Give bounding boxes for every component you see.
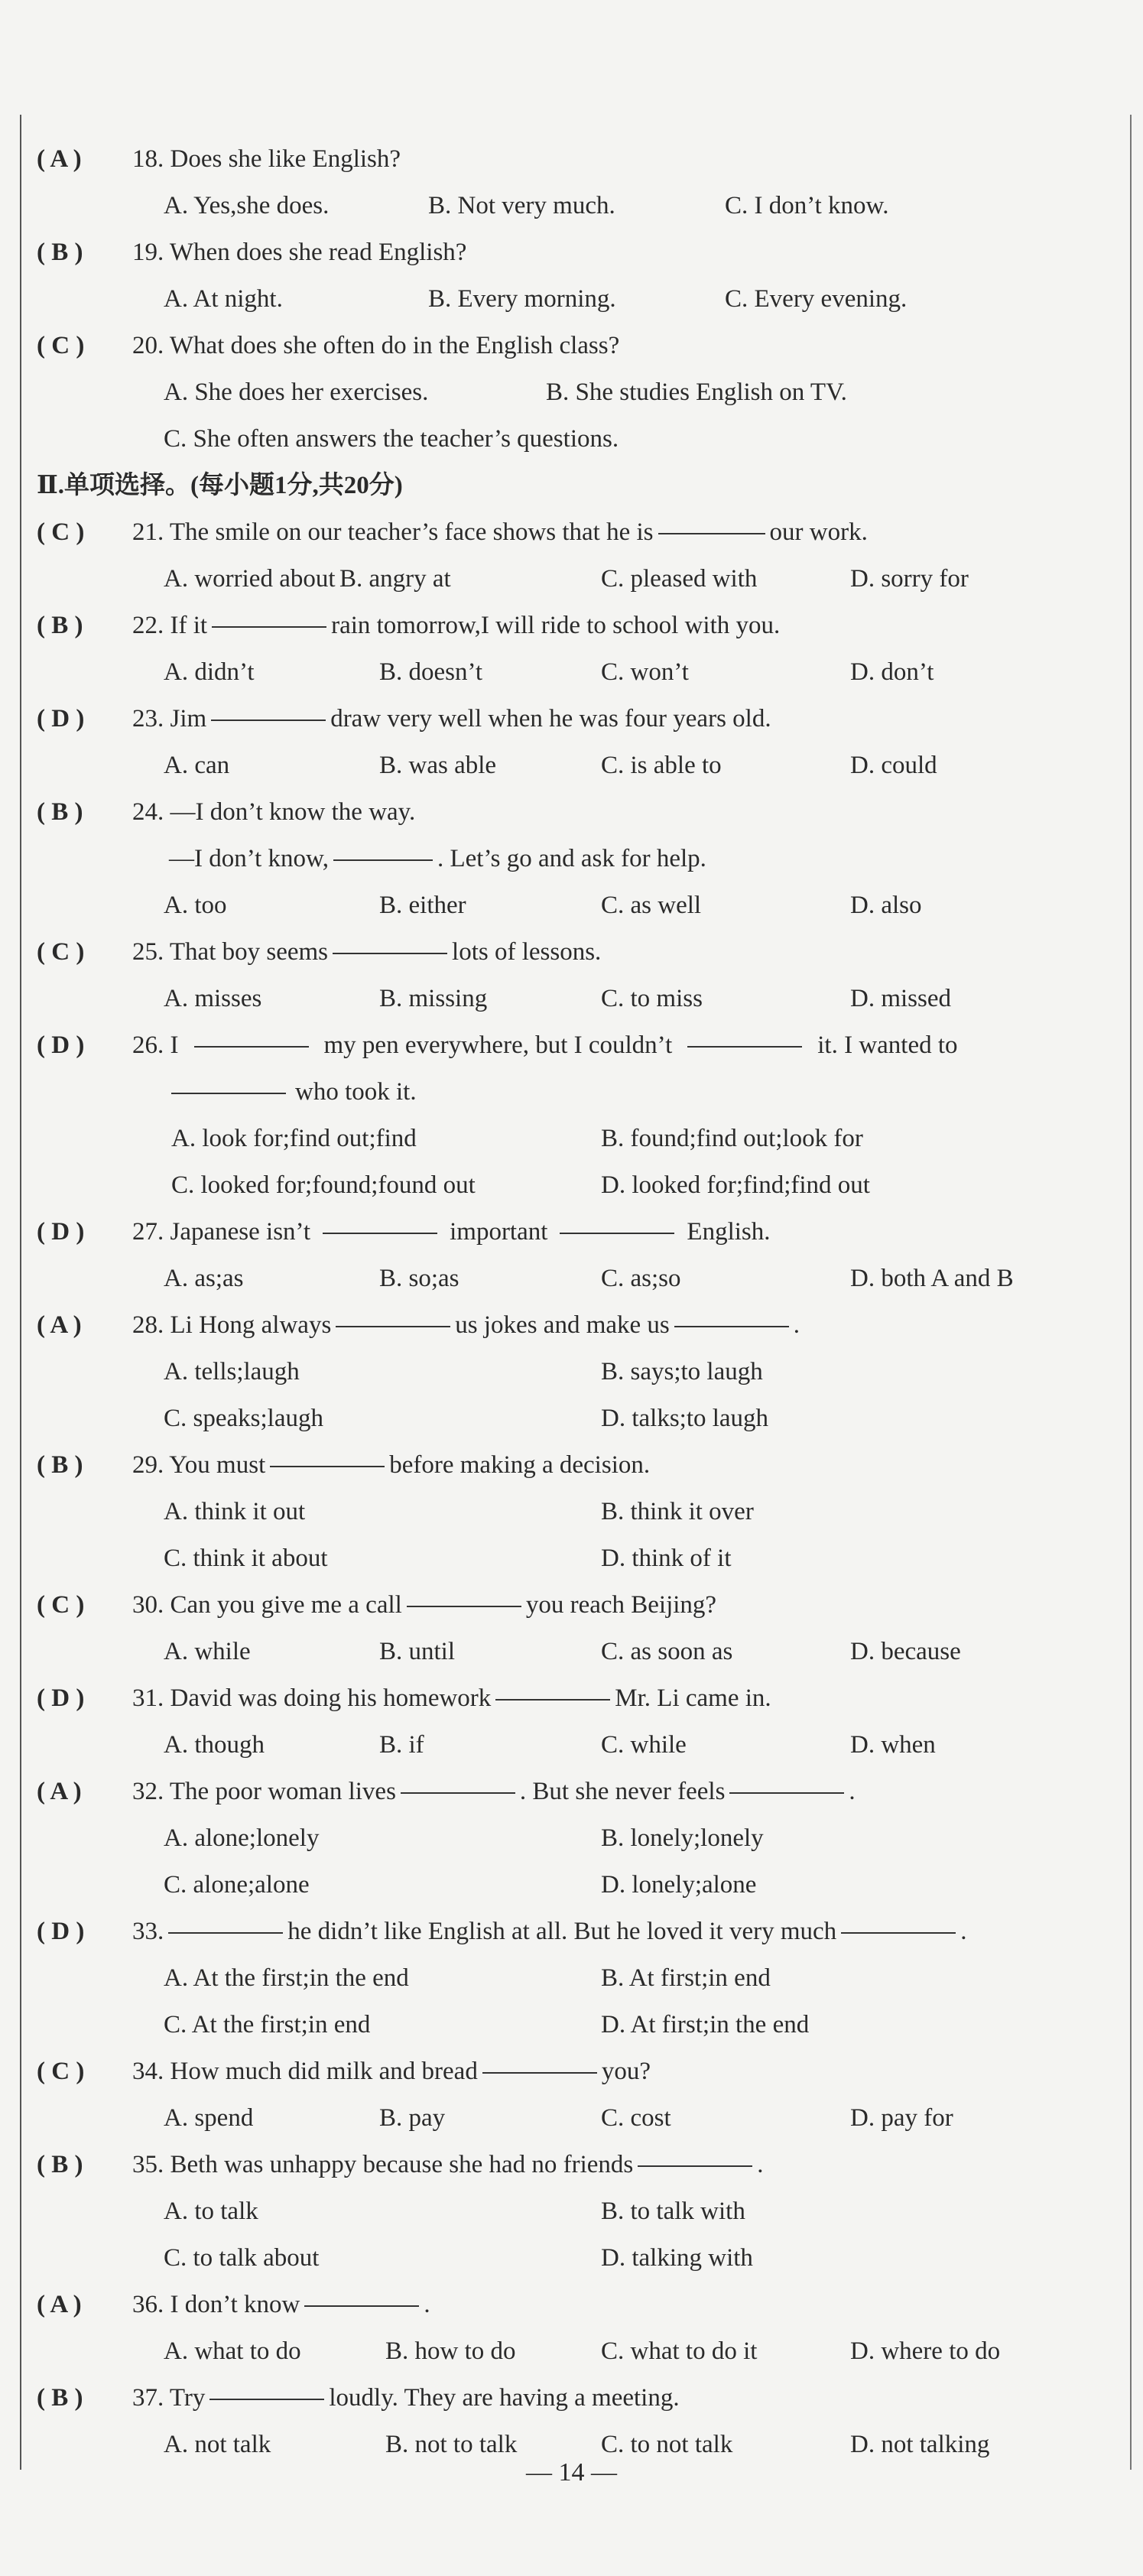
dialogue-reply: —I don’t know, <box>169 845 329 872</box>
option-d: D. lonely;alone <box>601 1871 757 1899</box>
options-row <box>37 556 1122 603</box>
answer-blank <box>211 720 326 721</box>
option-a: A. spend <box>164 2104 254 2132</box>
answer-mark: ( D ) <box>37 1031 85 1059</box>
question-36 <box>37 2282 1122 2375</box>
option-d: D. think of it <box>601 1545 732 1572</box>
option-a: A. At the first;in the end <box>164 1964 409 1992</box>
option-c: C. She often answers the teacher’s questions. <box>164 425 619 453</box>
question-35 <box>37 2142 1122 2282</box>
option-c: C. to miss <box>601 985 703 1012</box>
question-stem: 33. <box>132 1918 164 1945</box>
question-28 <box>37 1302 1122 1442</box>
option-a: A. She does her exercises. <box>164 378 429 406</box>
option-d: D. pay for <box>850 2104 953 2132</box>
option-d: D. could <box>850 752 937 779</box>
option-b: B. not to talk <box>385 2431 518 2458</box>
option-b: B. think it over <box>601 1498 754 1525</box>
option-c: C. alone;alone <box>164 1871 310 1899</box>
answer-blank <box>270 1466 385 1467</box>
option-a: A. while <box>164 1638 251 1665</box>
question-33 <box>37 1908 1122 2048</box>
question-27 <box>37 1209 1122 1302</box>
answer-mark: ( C ) <box>37 518 85 546</box>
answer-mark: ( D ) <box>37 1684 85 1712</box>
options-row <box>37 1256 1122 1302</box>
answer-blank <box>495 1699 610 1701</box>
question-stem: 18. Does she like English? <box>132 145 401 173</box>
question-stem-cont: . But she never feels <box>519 1778 726 1805</box>
answer-mark: ( B ) <box>37 2151 83 2178</box>
option-a: A. At night. <box>164 285 283 313</box>
answer-blank <box>333 953 447 954</box>
question-30 <box>37 1582 1122 1675</box>
option-c: C. think it about <box>164 1545 328 1572</box>
answer-mark: ( D ) <box>37 705 85 733</box>
question-stem: 34. How much did milk and bread <box>132 2058 478 2085</box>
answer-blank <box>323 1233 437 1234</box>
options-row <box>37 1862 1122 1908</box>
option-d: D. looked for;find;find out <box>601 1171 870 1199</box>
option-c: C. looked for;found;found out <box>171 1171 476 1199</box>
option-c: C. won’t <box>601 658 689 686</box>
options-row <box>37 976 1122 1022</box>
question-stem: 24. —I don’t know the way. <box>132 798 416 826</box>
question-stem-end: English. <box>687 1218 771 1246</box>
question-stem-end: . <box>960 1918 967 1945</box>
option-a: A. though <box>164 1731 265 1759</box>
question-stem: 27. Japanese isn’t <box>132 1218 311 1246</box>
options-row <box>37 649 1122 696</box>
question-stem-cont: you? <box>601 2058 651 2085</box>
options-row <box>37 1116 1122 1162</box>
answer-mark: ( A ) <box>37 1778 82 1805</box>
question-stem-cont: rain tomorrow,I will ride to school with you. <box>331 612 781 639</box>
option-a: A. worried about <box>164 565 336 593</box>
answer-blank <box>194 1046 309 1048</box>
option-a: A. tells;laugh <box>164 1358 300 1385</box>
question-stem-end: . <box>793 1311 800 1339</box>
option-a: A. to talk <box>164 2198 258 2225</box>
answer-blank <box>333 859 433 861</box>
option-d: D. both A and B <box>850 1265 1014 1292</box>
question-stem-line2 <box>37 836 1122 882</box>
option-d: D. because <box>850 1638 961 1665</box>
option-b: B. pay <box>379 2104 446 2132</box>
options-row <box>37 1395 1122 1442</box>
question-32 <box>37 1769 1122 1908</box>
option-d: D. when <box>850 1731 936 1759</box>
options-row <box>37 2095 1122 2142</box>
answer-blank <box>638 2165 752 2167</box>
options-row <box>37 742 1122 789</box>
question-stem-cont: . <box>424 2291 430 2318</box>
option-c: C. as soon as <box>601 1638 733 1665</box>
question-stem: 36. I don’t know <box>132 2291 300 2318</box>
question-20 <box>37 323 1122 463</box>
answer-mark: ( B ) <box>37 612 83 639</box>
option-c: C. At the first;in end <box>164 2011 371 2038</box>
option-c: C. while <box>601 1731 687 1759</box>
question-stem: 32. The poor woman lives <box>132 1778 396 1805</box>
option-a: A. misses <box>164 985 262 1012</box>
option-a: A. think it out <box>164 1498 306 1525</box>
question-29 <box>37 1442 1122 1582</box>
question-24 <box>37 789 1122 929</box>
option-d: D. sorry for <box>850 565 969 593</box>
option-c: C. I don’t know. <box>725 192 889 219</box>
answer-blank <box>168 1932 283 1934</box>
question-stem: 26. I <box>132 1031 179 1059</box>
option-d: D. not talking <box>850 2431 990 2458</box>
question-stem: 35. Beth was unhappy because she had no friends <box>132 2151 634 2178</box>
question-stem-cont: us jokes and make us <box>455 1311 670 1339</box>
answer-blank <box>209 2399 324 2400</box>
option-d: D. don’t <box>850 658 934 686</box>
dialogue-reply-cont: . Let’s go and ask for help. <box>437 845 706 872</box>
option-d: D. talks;to laugh <box>601 1405 769 1432</box>
question-stem: 37. Try <box>132 2384 206 2412</box>
answer-mark: ( B ) <box>37 798 83 826</box>
question-stem: 31. David was doing his homework <box>132 1684 492 1712</box>
options-row <box>37 2188 1122 2235</box>
option-d: D. where to do <box>850 2337 1001 2365</box>
option-b: B. Not very much. <box>428 192 615 219</box>
options-row <box>37 1955 1122 2002</box>
answer-blank <box>482 2072 597 2074</box>
option-a: A. too <box>164 892 227 919</box>
options-row <box>37 2328 1122 2375</box>
option-b: B. She studies English on TV. <box>546 378 847 406</box>
options-row <box>37 1629 1122 1675</box>
question-stem-cont: before making a decision. <box>389 1451 651 1479</box>
left-margin-rule <box>20 115 21 2470</box>
answer-blank <box>560 1233 674 1234</box>
answer-blank <box>658 533 765 534</box>
answer-blank <box>212 626 326 628</box>
answer-blank <box>407 1606 521 1607</box>
question-21 <box>37 509 1122 603</box>
answer-blank <box>729 1792 844 1794</box>
question-stem: 19. When does she read English? <box>132 239 467 266</box>
question-25 <box>37 929 1122 1022</box>
question-22 <box>37 603 1122 696</box>
option-c: C. is able to <box>601 752 722 779</box>
answer-blank <box>304 2305 419 2307</box>
option-a: A. look for;find out;find <box>171 1125 417 1152</box>
options-row <box>37 276 1122 323</box>
question-stem: 28. Li Hong always <box>132 1311 332 1339</box>
option-b: B. doesn’t <box>379 658 483 686</box>
question-stem-cont: . <box>757 2151 764 2178</box>
answer-mark: ( C ) <box>37 2058 85 2085</box>
question-stem-cont: my pen everywhere, but I couldn’t <box>323 1031 673 1059</box>
question-26 <box>37 1022 1122 1209</box>
answer-blank <box>401 1792 515 1794</box>
worksheet <box>37 136 1122 2468</box>
option-c: C. to not talk <box>601 2431 733 2458</box>
option-a: A. can <box>164 752 230 779</box>
answer-mark: ( B ) <box>37 2384 83 2412</box>
option-c: C. Every evening. <box>725 285 908 313</box>
options-row <box>37 1489 1122 1535</box>
question-stem-cont: important <box>450 1218 548 1246</box>
answer-mark: ( A ) <box>37 145 82 173</box>
question-stem: 30. Can you give me a call <box>132 1591 402 1619</box>
question-stem-end: it. I wanted to <box>817 1031 958 1059</box>
options-row <box>37 1815 1122 1862</box>
question-stem-line2-text: who took it. <box>295 1078 417 1106</box>
options-row <box>37 2235 1122 2282</box>
option-b: B. was able <box>379 752 497 779</box>
options-row <box>37 369 1122 416</box>
options-row <box>37 183 1122 229</box>
question-stem-cont: draw very well when he was four years old. <box>330 705 771 733</box>
option-c: C. pleased with <box>601 565 758 593</box>
question-stem-end: . <box>849 1778 856 1805</box>
option-a: A. Yes,she does. <box>164 192 330 219</box>
question-stem-line2 <box>37 1069 1122 1116</box>
option-b: B. Every morning. <box>428 285 616 313</box>
option-b: B. so;as <box>379 1265 459 1292</box>
question-stem: 21. The smile on our teacher’s face shows that he is <box>132 518 654 546</box>
answer-mark: ( A ) <box>37 2291 82 2318</box>
answer-mark: ( C ) <box>37 1591 85 1619</box>
answer-mark: ( B ) <box>37 239 83 266</box>
option-b: B. until <box>379 1638 456 1665</box>
option-b: B. missing <box>379 985 488 1012</box>
options-row <box>37 882 1122 929</box>
question-stem-cont: you reach Beijing? <box>525 1591 717 1619</box>
answer-blank <box>674 1326 789 1327</box>
question-stem-cont: loudly. They are having a meeting. <box>329 2384 680 2412</box>
option-a: A. not talk <box>164 2431 271 2458</box>
question-23 <box>37 696 1122 789</box>
answer-mark: ( A ) <box>37 1311 82 1339</box>
options-row <box>37 1535 1122 1582</box>
option-b: B. lonely;lonely <box>601 1824 764 1852</box>
answer-blank <box>171 1093 286 1094</box>
answer-mark: ( B ) <box>37 1451 83 1479</box>
option-a: A. what to do <box>164 2337 301 2365</box>
question-stem-cont: our work. <box>769 518 868 546</box>
option-a: A. didn’t <box>164 658 255 686</box>
question-34 <box>37 2048 1122 2142</box>
question-stem: 22. If it <box>132 612 208 639</box>
options-row <box>37 1162 1122 1209</box>
option-b: B. says;to laugh <box>601 1358 763 1385</box>
option-c: C. what to do it <box>601 2337 758 2365</box>
option-b: B. if <box>379 1731 424 1759</box>
option-b: B. how to do <box>385 2337 516 2365</box>
question-stem-cont: he didn’t like English at all. But he loved it very much <box>287 1918 837 1945</box>
answer-mark: ( D ) <box>37 1918 85 1945</box>
question-stem-cont: Mr. Li came in. <box>615 1684 771 1712</box>
answer-mark: ( C ) <box>37 332 85 359</box>
page-number: — 14 — <box>526 2458 617 2487</box>
option-d: D. also <box>850 892 922 919</box>
section-title: Ⅱ.单项选择。(每小题1分,共20分) <box>37 472 403 499</box>
option-b: B. At first;in end <box>601 1964 771 1992</box>
option-d: D. talking with <box>601 2244 753 2272</box>
answer-blank <box>687 1046 802 1048</box>
question-37 <box>37 2375 1122 2468</box>
question-19 <box>37 229 1122 323</box>
option-b: B. found;find out;look for <box>601 1125 863 1152</box>
options-row <box>37 1349 1122 1395</box>
option-b: B. to talk with <box>601 2198 745 2225</box>
option-c: C. to talk about <box>164 2244 320 2272</box>
option-a: A. alone;lonely <box>164 1824 320 1852</box>
option-b: B. angry at <box>339 565 451 593</box>
options-row <box>37 1722 1122 1769</box>
option-c: C. as;so <box>601 1265 681 1292</box>
answer-mark: ( D ) <box>37 1218 85 1246</box>
answer-blank <box>841 1932 956 1934</box>
option-c: C. as well <box>601 892 702 919</box>
options-row <box>37 2002 1122 2048</box>
option-c: C. cost <box>601 2104 671 2132</box>
question-stem: 20. What does she often do in the English class? <box>132 332 620 359</box>
option-b: B. either <box>379 892 466 919</box>
option-a: A. as;as <box>164 1265 244 1292</box>
question-18 <box>37 136 1122 229</box>
question-31 <box>37 1675 1122 1769</box>
question-stem: 29. You must <box>132 1451 266 1479</box>
option-d: D. missed <box>850 985 951 1012</box>
question-stem: 25. That boy seems <box>132 938 329 966</box>
option-d: D. At first;in the end <box>601 2011 810 2038</box>
answer-blank <box>336 1326 450 1327</box>
right-margin-rule <box>1130 115 1132 2470</box>
answer-mark: ( C ) <box>37 938 85 966</box>
option-c: C. speaks;laugh <box>164 1405 323 1432</box>
question-stem: 23. Jim <box>132 705 207 733</box>
question-stem-cont: lots of lessons. <box>452 938 602 966</box>
